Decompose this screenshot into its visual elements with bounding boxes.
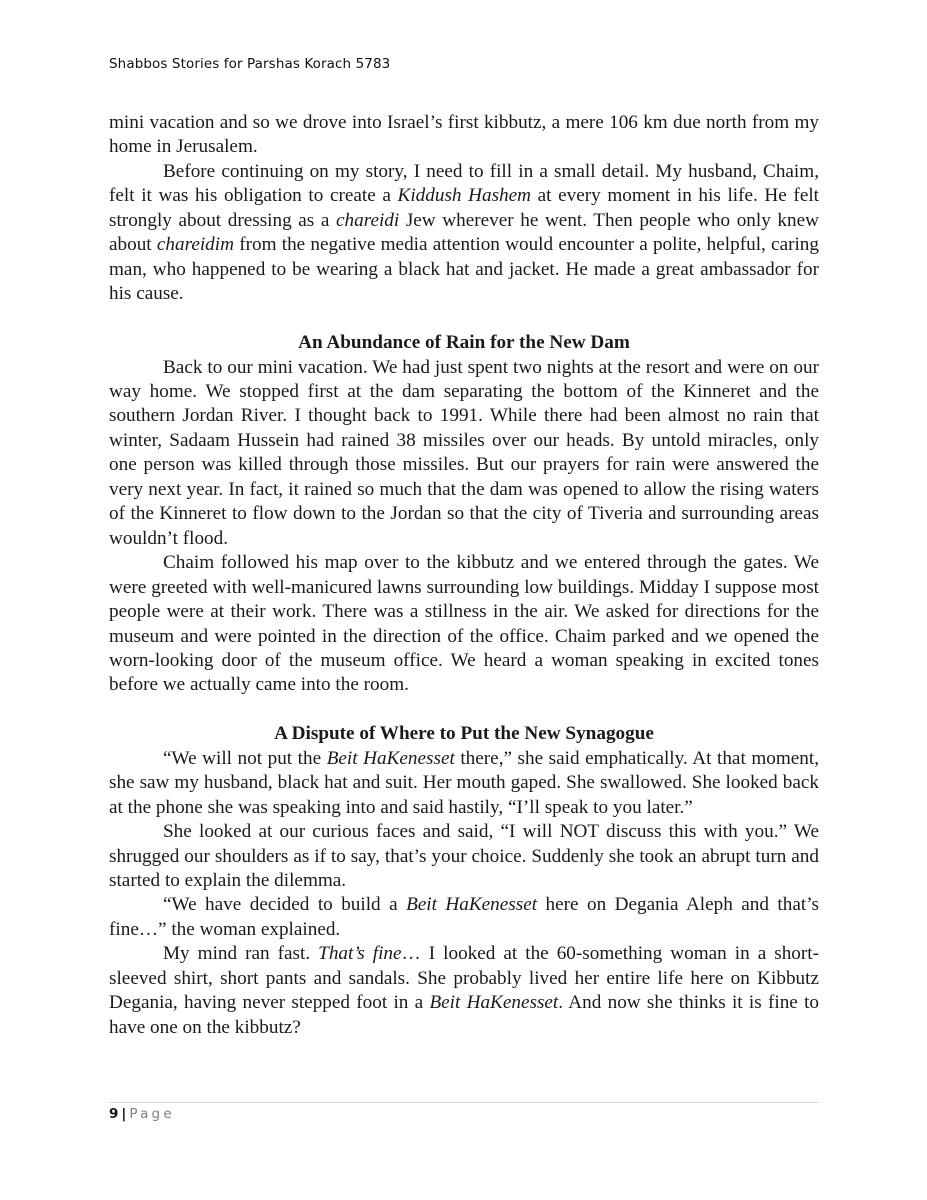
section-spacer [109,307,819,331]
running-header: Shabbos Stories for Parshas Korach 5783 [109,56,391,72]
page-separator: | [121,1106,127,1122]
section-heading-rain: An Abundance of Rain for the New Dam [298,332,630,354]
text-run: . And now she thinks it is fine to have one on the kibbutz? [109,992,820,1038]
paragraph-mind-ran-fast [109,942,819,1040]
paragraph-text: She looked at our curious faces and said, “I will NOT discuss this with you.” We shrugged our shoulders as if to say, that’s your choice. Suddenly she took an abrupt turn and started to explain the dilemma. [109,821,819,892]
document-body [109,111,819,1040]
text-run: … I looked at the 60-something woman in a short-sleeved shirt, short pants and sandals. She probably lived her entire life here on Kibbutz Degania, having never stepped foot in a [109,943,819,1014]
paragraph-decided-to-build [109,893,819,942]
paragraph-text: mini vacation and so we drove into Israel’s first kibbutz, a mere 106 km due north from my home in Jerusalem. [109,112,819,158]
page-footer [109,1106,175,1122]
italic-term: That’s fine [318,943,402,965]
italic-term: Beit HaKenesset [326,747,455,769]
text-run: at every moment in his life. He felt strongly about dressing as a [109,185,820,231]
section-heading-synagogue: A Dispute of Where to Put the New Synagogue [274,723,654,745]
page-label: Page [129,1106,175,1122]
italic-term: Beit HaKenesset [406,894,538,916]
text-run: “We have decided to build a [163,894,407,916]
page-number: 9 [109,1106,119,1122]
paragraph-continuation [109,111,819,160]
italic-term: chareidim [156,234,234,256]
paragraph-curious-faces [109,820,819,893]
text-run: Before continuing on my story, I need to fill in a small detail. My husband, Chaim, felt it was his obligation to create a [109,160,819,207]
text-run: Jew wherever he went. Then people who only knew about [109,209,819,256]
text-run: My mind ran fast. [163,943,319,965]
italic-term: chareidi [335,209,400,231]
paragraph-husband-detail [109,160,819,307]
paragraph-kibbutz-arrival [109,551,819,698]
paragraph-text: Back to our mini vacation. We had just spent two nights at the resort and were on our way home. We stopped first at the dam separating the bottom of the Kinneret and the southern Jordan River. I thought back to 1991. While there had been almost no rain that winter, Sadaam Hussein had rained 38 missiles over our heads. By untold miracles, only one person was killed through those missiles. But our prayers for rain were answered the very next year. In fact, it rained so much that the dam was opened to allow the rising waters of the Kinneret to flow down to the Jordan so that the city of Tiveria and surrounding areas wouldn’t flood. [109,356,819,549]
text-run: from the negative media attention would encounter a polite, helpful, caring man, who happened to be wearing a black hat and jacket. He made a great ambassador for his cause. [109,234,819,305]
paragraph-mini-vacation [109,356,819,552]
text-run: here on Degania Aleph and that’s fine…” the woman explained. [109,894,820,940]
italic-term: Kiddush Hashem [397,185,532,207]
text-run: “We will not put the [163,747,327,769]
italic-term: Beit HaKenesset [429,992,559,1014]
text-run: there,” she said emphatically. At that moment, she saw my husband, black hat and suit. Her mouth gaped. She swallowed. She looked back at the phone she was speaking into and said hastily, “I’ll speak to you later.” [109,747,820,818]
paragraph-text: Chaim followed his map over to the kibbutz and we entered through the gates. We were greeted with well-manicured lawns surrounding low buildings. Midday I suppose most people were at their work. There was a stillness in the air. We asked for directions for the museum and were pointed in the direction of the office. Chaim parked and we opened the worn-looking door of the museum office. We heard a woman speaking in excited tones before we actually came into the room. [109,552,819,696]
section-spacer [109,698,819,722]
footer-divider [109,1102,819,1103]
paragraph-phone-call [109,747,819,820]
